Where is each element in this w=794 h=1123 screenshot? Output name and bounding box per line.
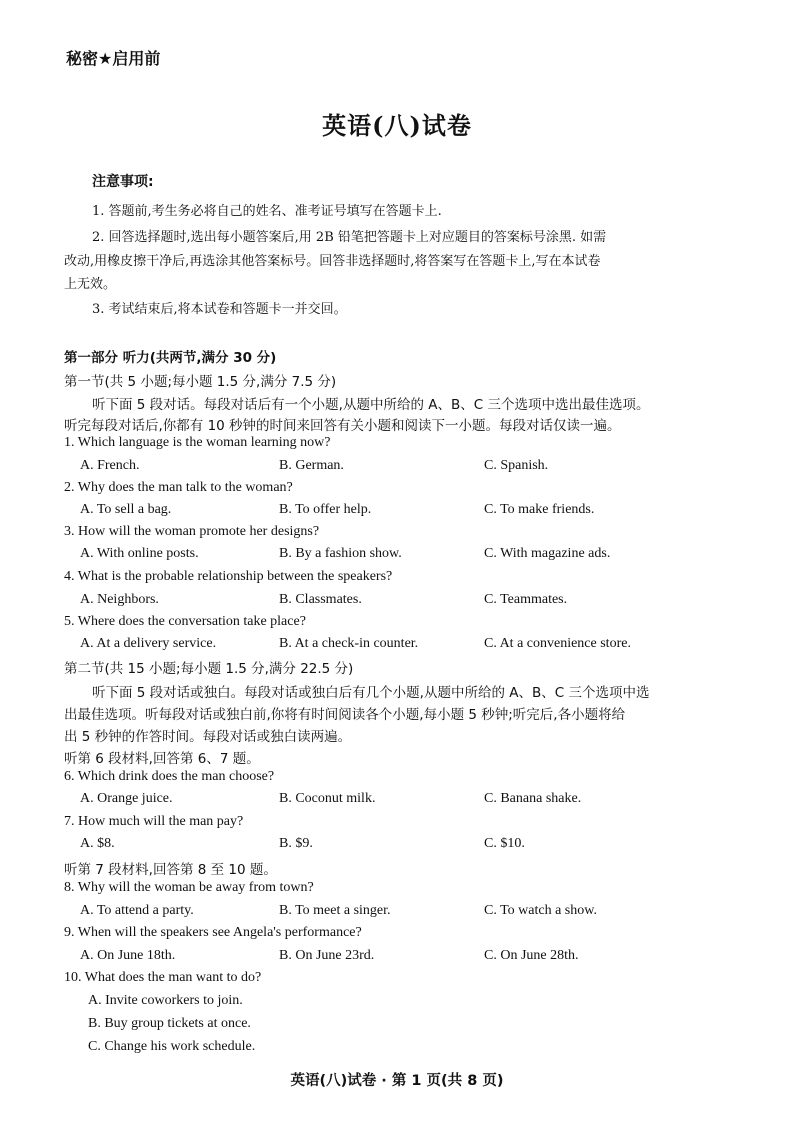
section2-instruction-3: 出 5 秒钟的作答时间。每段对话或独白读两遍。: [64, 729, 352, 745]
option-8c: C. To watch a show.: [484, 903, 597, 918]
option-6a: A. Orange juice.: [80, 791, 173, 806]
option-9b: B. On June 23rd.: [279, 948, 375, 963]
material-6-instruction: 听第 6 段材料,回答第 6、7 题。: [64, 751, 260, 767]
option-10b: B. Buy group tickets at once.: [88, 1016, 251, 1031]
option-9a: A. On June 18th.: [80, 948, 176, 963]
question-7: 7. How much will the man pay?: [64, 814, 244, 829]
section2-instruction-1: 听下面 5 段对话或独白。每段对话或独白后有几个小题,从题中所给的 A、B、C 三个选项中选: [92, 685, 650, 701]
question-10: 10. What does the man want to do?: [64, 970, 262, 985]
note-3: 3. 考试结束后,将本试卷和答题卡一并交回。: [92, 302, 347, 317]
option-8b: B. To meet a singer.: [279, 903, 391, 918]
page-title: 英语(八)试卷: [322, 111, 472, 140]
option-2a: A. To sell a bag.: [80, 502, 172, 517]
option-5b: B. At a check-in counter.: [279, 636, 419, 651]
option-3b: B. By a fashion show.: [279, 546, 402, 561]
option-1a: A. French.: [80, 458, 140, 473]
question-9: 9. When will the speakers see Angela's performance?: [64, 925, 362, 940]
page-footer: 英语(八)试卷 · 第 1 页(共 8 页): [290, 1073, 504, 1089]
option-7b: B. $9.: [279, 836, 313, 851]
option-5c: C. At a convenience store.: [484, 636, 631, 651]
option-3a: A. With online posts.: [80, 546, 199, 561]
question-4: 4. What is the probable relationship between the speakers?: [64, 569, 393, 584]
section2-instruction-2: 出最佳选项。听每段对话或独白前,你将有时间阅读各个小题,每小题 5 秒钟;听完后,各小题将给: [64, 707, 626, 723]
section1-heading: 第一节(共 5 小题;每小题 1.5 分,满分 7.5 分): [64, 374, 337, 390]
note-1: 1. 答题前,考生务必将自己的姓名、准考证号填写在答题卡上.: [92, 204, 442, 219]
option-5a: A. At a delivery service.: [80, 636, 217, 651]
note-2-line-2: 改动,用橡皮擦干净后,再选涂其他答案标号。回答非选择题时,将答案写在答题卡上,写在本试卷: [64, 254, 601, 269]
note-2-line-3: 上无效。: [64, 277, 117, 292]
question-2: 2. Why does the man talk to the woman?: [64, 480, 293, 495]
option-2c: C. To make friends.: [484, 502, 595, 517]
option-6c: C. Banana shake.: [484, 791, 582, 806]
section1-instruction-2: 听完每段对话后,你都有 10 秒钟的时间来回答有关小题和阅读下一小题。每段对话仅读一遍。: [64, 418, 621, 434]
section2-heading: 第二节(共 15 小题;每小题 1.5 分,满分 22.5 分): [64, 661, 354, 677]
option-1b: B. German.: [279, 458, 344, 473]
confidential-label: 秘密★启用前: [66, 49, 161, 68]
question-5: 5. Where does the conversation take place?: [64, 614, 306, 629]
question-6: 6. Which drink does the man choose?: [64, 769, 275, 784]
note-2-line-1: 2. 回答选择题时,选出每小题答案后,用 2B 铅笔把答题卡上对应题目的答案标号涂黑. 如需: [92, 230, 607, 245]
option-3c: C. With magazine ads.: [484, 546, 611, 561]
option-6b: B. Coconut milk.: [279, 791, 376, 806]
material-7-instruction: 听第 7 段材料,回答第 8 至 10 题。: [64, 862, 277, 878]
option-1c: C. Spanish.: [484, 458, 549, 473]
question-3: 3. How will the woman promote her designs?: [64, 524, 320, 539]
option-10c: C. Change his work schedule.: [88, 1039, 256, 1054]
option-7a: A. $8.: [80, 836, 115, 851]
section1-instruction-1: 听下面 5 段对话。每段对话后有一个小题,从题中所给的 A、B、C 三个选项中选出最佳选项。: [92, 397, 650, 413]
option-9c: C. On June 28th.: [484, 948, 579, 963]
question-1: 1. Which language is the woman learning now?: [64, 435, 331, 450]
option-7c: C. $10.: [484, 836, 525, 851]
option-4b: B. Classmates.: [279, 592, 362, 607]
option-10a: A. Invite coworkers to join.: [88, 993, 243, 1008]
question-8: 8. Why will the woman be away from town?: [64, 880, 314, 895]
option-4c: C. Teammates.: [484, 592, 568, 607]
notes-heading: 注意事项:: [92, 174, 154, 190]
option-8a: A. To attend a party.: [80, 903, 194, 918]
part1-heading: 第一部分 听力(共两节,满分 30 分): [64, 350, 277, 366]
option-4a: A. Neighbors.: [80, 592, 159, 607]
option-2b: B. To offer help.: [279, 502, 372, 517]
